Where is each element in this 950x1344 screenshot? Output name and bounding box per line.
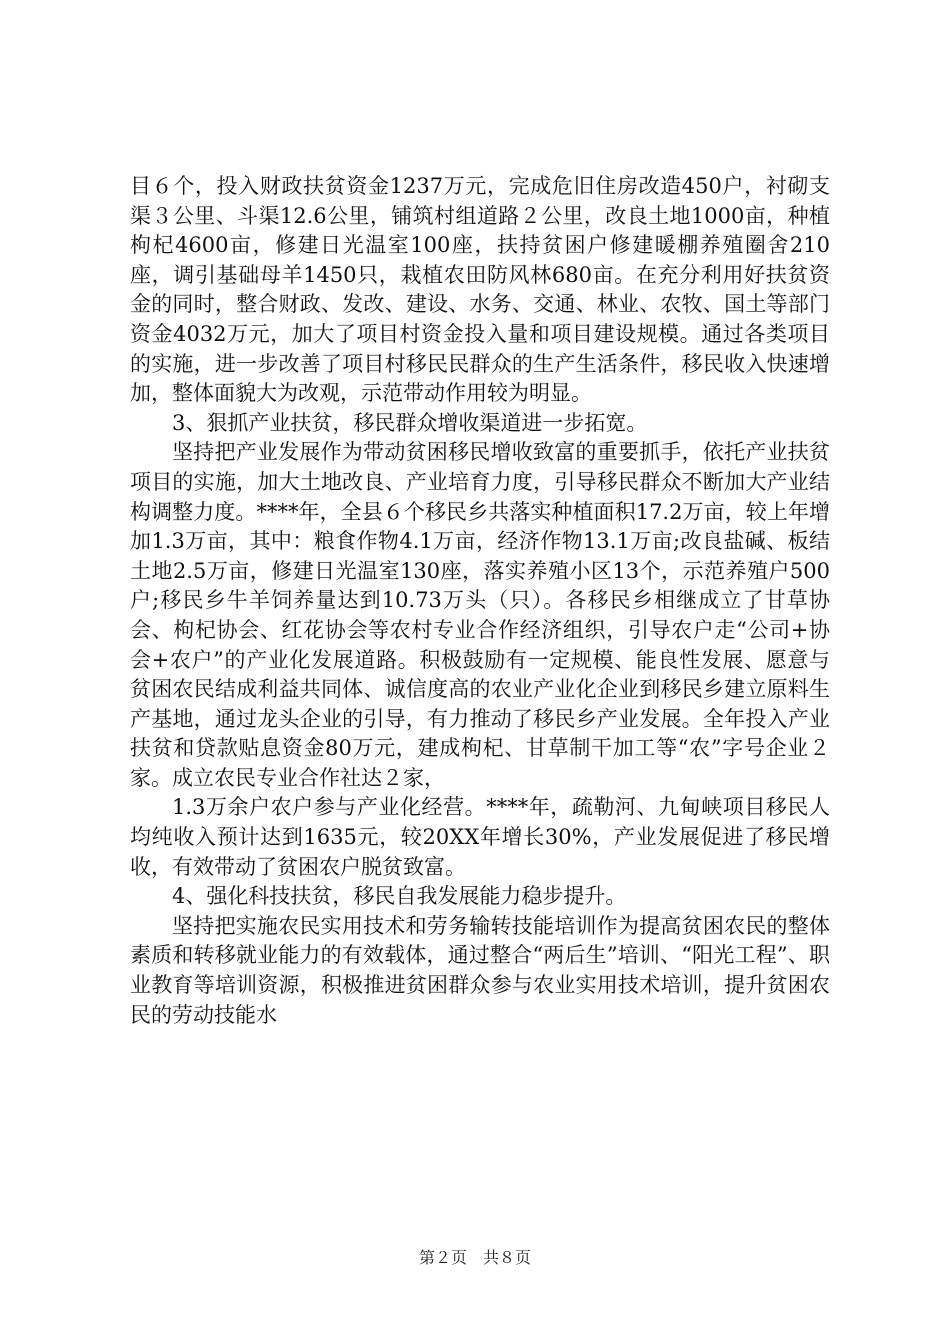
paragraph-4: 坚持把实施农民实用技术和劳务输转技能培训作为提高贫困农民的整体素质和转移就业能力的有效载体，通过整合“两后生”培训、“阳光工程”、职业教育等培训资源，积极推进贫困群众参与农业实用技术培训，提升贫困农民的劳动技能水 (130, 913, 830, 1027)
section-heading-3: 3、狠抓产业扶贫，移民群众增收渠道进一步拓宽。 (172, 410, 648, 435)
page-footer: 第２页 共８页 (418, 1248, 531, 1267)
paragraph-1: 目６个，投入财政扶贫资金1237万元，完成危旧住房改造450户，衬砌支渠３公里、斗渠12.6公里，铺筑村组道路２公里，改良土地1000亩，种植枸杞4600亩，修建日光温室100座，扶持贫困户修建暖棚养殖圈舍210座，调引基础母羊1450只，栽植农田防风林680亩。在充分利用好扶贫资金的同时，整合财政、发改、建设、水务、交通、林业、农牧、国土等部门资金4032万元，加大了项目村资金投入量和项目建设规模。通过各类项目的实施，进一步改善了项目村移民民群众的生产生活条件，移民收入快速增加，整体面貌大为改观，示范带动作用较为明显。 (130, 174, 830, 406)
paragraph-3: 1.3万余户农户参与产业化经营。****年，疏勒河、九甸峡项目移民人均纯收入预计达到1635元，较20XX年增长30%，产业发展促进了移民增收，有效带动了贫困农户脱贫致富。 (130, 795, 830, 879)
document-body (130, 172, 830, 1030)
paragraph-2: 坚持把产业发展作为带动贫困移民增收致富的重要抓手，依托产业扶贫项目的实施，加大土地改良、产业培育力度，引导移民群众不断加大产业结构调整力度。****年，全县６个移民乡共落实种植面积17.2万亩，较上年增加1.3万亩，其中：粮食作物4.1万亩，经济作物13.1万亩;改良盐碱、板结土地2.5万亩，修建日光温室130座，落实养殖小区13个，示范养殖户500户;移民乡牛羊饲养量达到10.73万头（只）。各移民乡相继成立了甘草协会、枸杞协会、红花协会等农村专业合作经济组织，引导农户走“公司+协会+农户”的产业化发展道路。积极鼓励有一定规模、能良性发展、愿意与贫困农民结成利益共同体、诚信度高的农业产业化企业到移民乡建立原料生产基地，通过龙头企业的引导，有力推动了移民乡产业发展。全年投入产业扶贫和贷款贴息资金80万元，建成枸杞、甘草制干加工等“农”字号企业２家。成立农民专业合作社达２家， (130, 440, 830, 790)
section-heading-4: 4、强化科技扶贫，移民自我发展能力稳步提升。 (172, 884, 627, 909)
